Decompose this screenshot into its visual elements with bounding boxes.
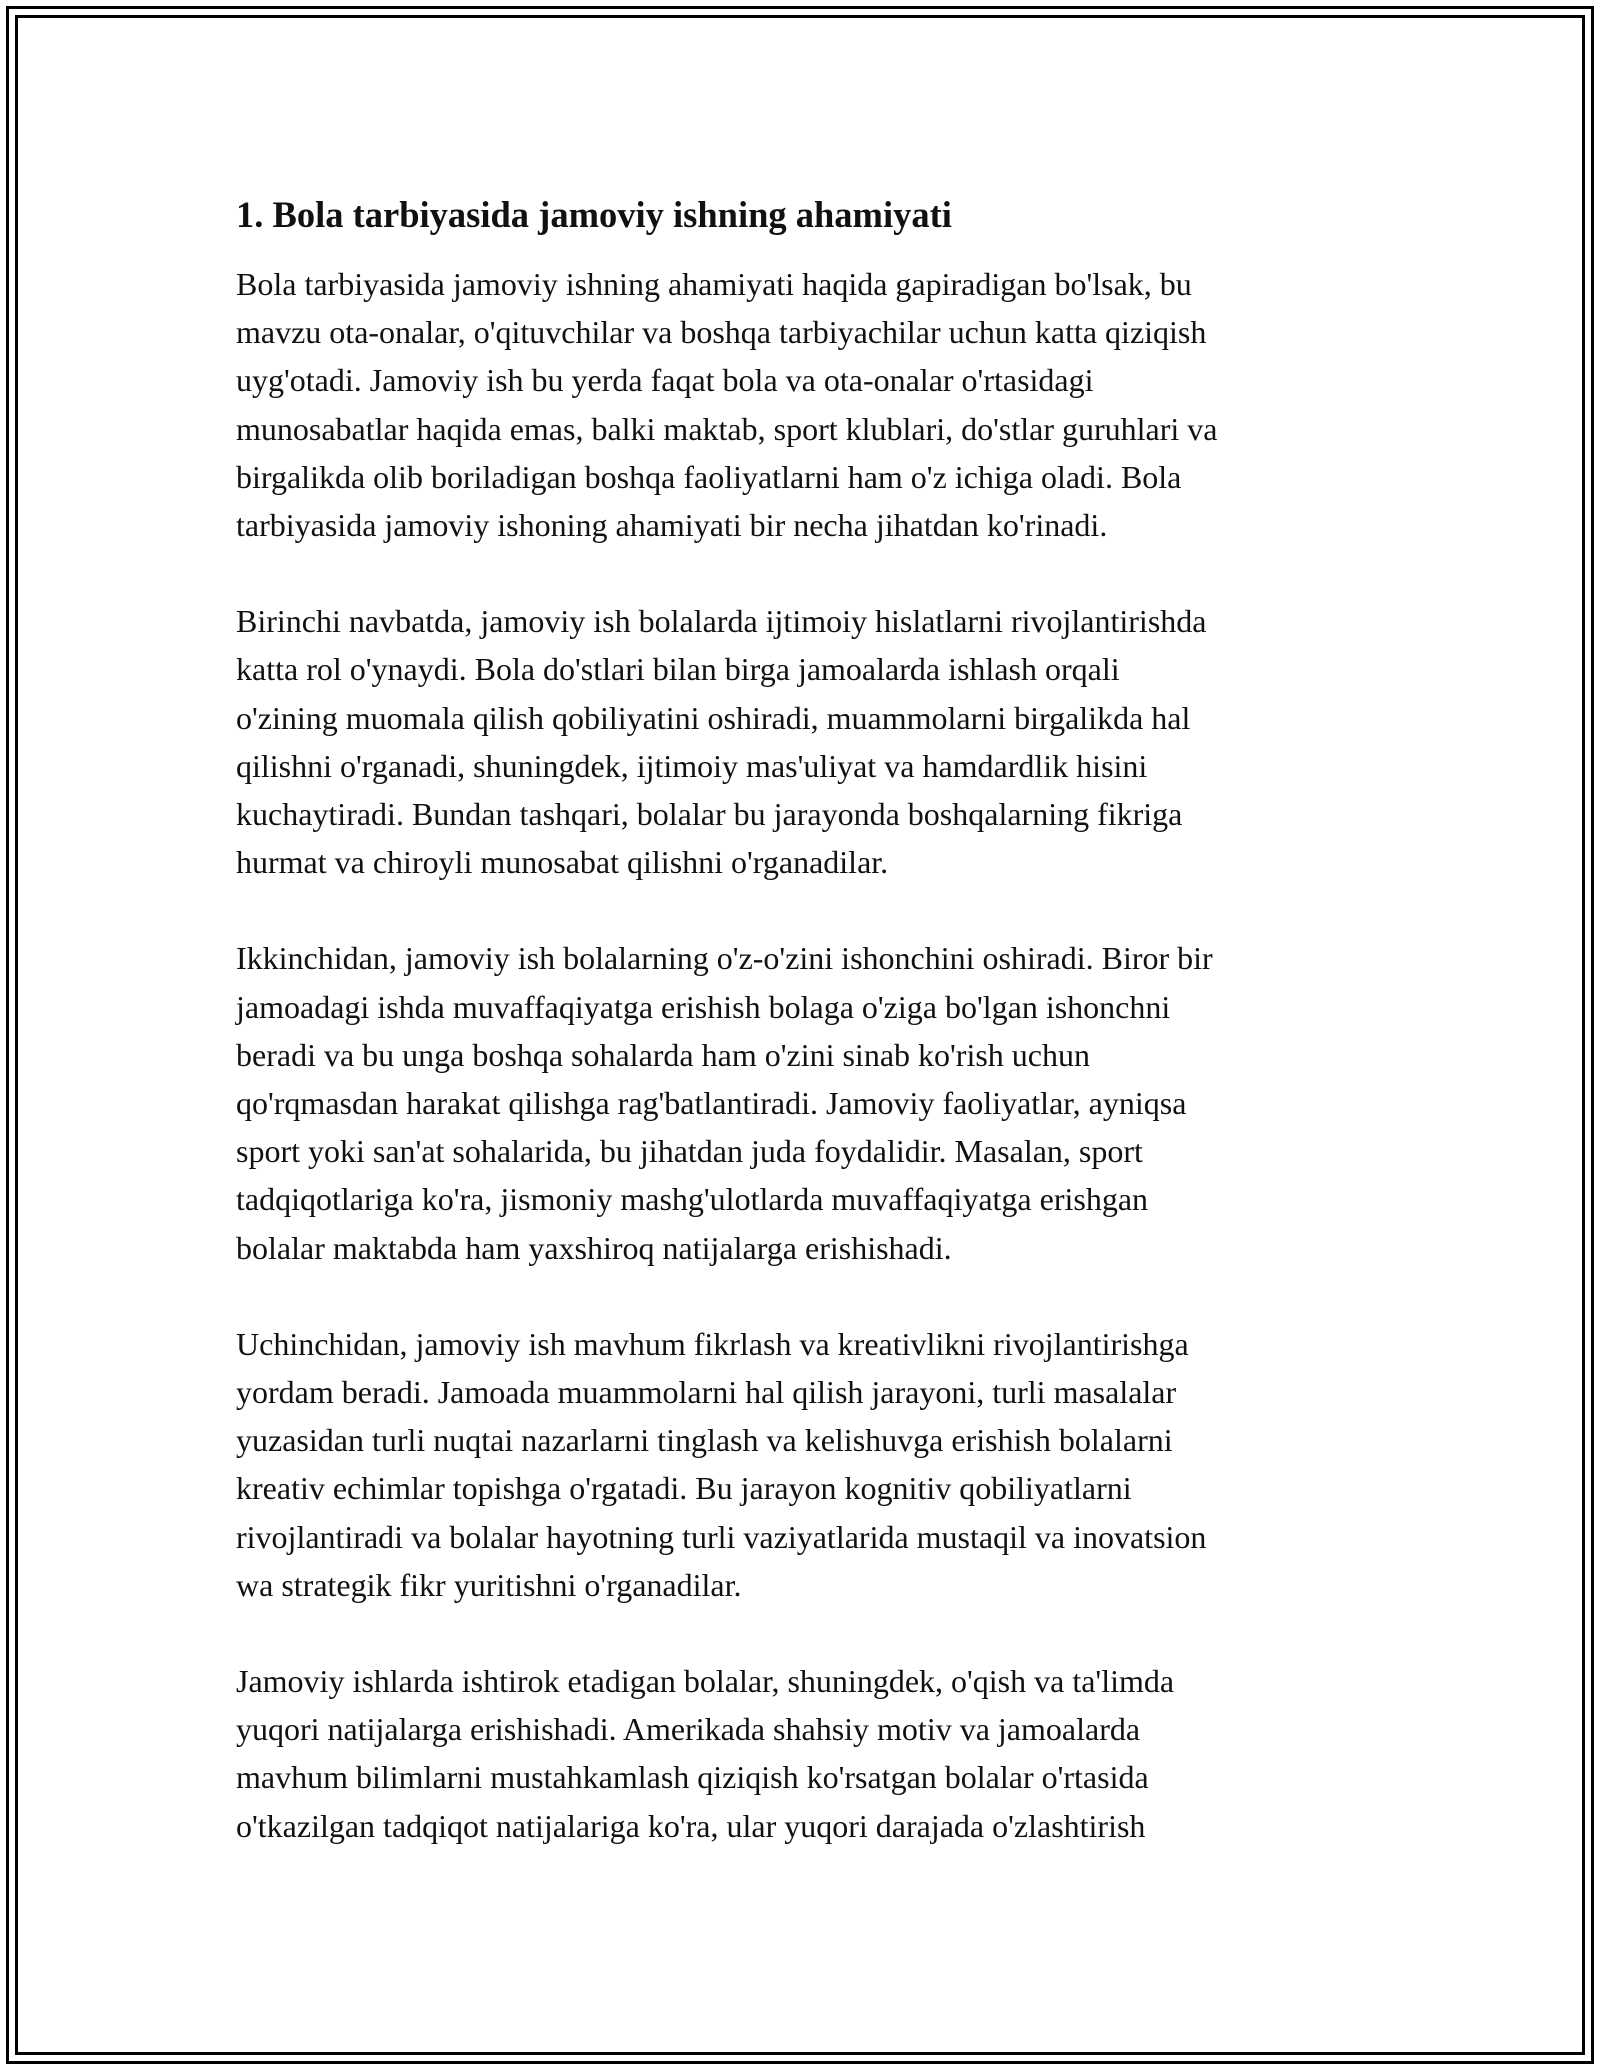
text-line: uyg'otadi. Jamoviy ish bu yerda faqat bola va ota-onalar o'rtasidagi <box>236 362 1094 399</box>
text-line: katta rol o'ynaydi. Bola do'stlari bilan birga jamoalarda ishlash orqali <box>236 651 1120 688</box>
paragraph-4 <box>236 1320 1366 1609</box>
text-line: yordam beradi. Jamoada muammolarni hal qilish jarayoni, turli masalalar <box>236 1374 1177 1411</box>
text-line: tadqiqotlariga ko'ra, jismoniy mashg'ulotlarda muvaffaqiyatga erishgan <box>236 1181 1149 1218</box>
document-heading: 1. Bola tarbiyasida jamoviy ishning ahamiyati <box>236 194 952 235</box>
text-line: wa strategik fikr yuritishni o'rganadilar. <box>236 1566 742 1603</box>
paragraph-1 <box>236 260 1366 549</box>
text-line: qo'rqmasdan harakat qilishga rag'batlantiradi. Jamoviy faoliyatlar, ayniqsa <box>236 1085 1187 1122</box>
document-body <box>236 188 1366 1898</box>
text-line: bolalar maktabda ham yaxshiroq natijalarga erishishadi. <box>236 1229 952 1266</box>
text-line: rivojlantiradi va bolalar hayotning turli vaziyatlarida mustaqil va inovatsion <box>236 1518 1207 1555</box>
text-line: yuzasidan turli nuqtai nazarlarni tinglash va kelishuvga erishish bolalarni <box>236 1422 1173 1459</box>
paragraph-5 <box>236 1657 1366 1850</box>
text-line: beradi va bu unga boshqa sohalarda ham o'zini sinab ko'rish uchun <box>236 1036 1090 1073</box>
text-line: o'zining muomala qilish qobiliyatini oshiradi, muammolarni birgalikda hal <box>236 699 1191 736</box>
text-line: jamoadagi ishda muvaffaqiyatga erishish bolaga o'ziga bo'lgan ishonchni <box>236 988 1171 1025</box>
text-line: munosabatlar haqida emas, balki maktab, sport klublari, do'stlar guruhlari va <box>236 410 1218 447</box>
paragraph-3 <box>236 934 1366 1271</box>
text-line: tarbiyasida jamoviy ishoning ahamiyati bir necha jihatdan ko'rinadi. <box>236 507 1108 544</box>
text-line: Ikkinchidan, jamoviy ish bolalarning o'z-o'zini ishonchini oshiradi. Biror bir <box>236 940 1213 977</box>
text-line: mavhum bilimlarni mustahkamlash qiziqish ko'rsatgan bolalar o'rtasida <box>236 1759 1149 1796</box>
text-line: qilishni o'rganadi, shuningdek, ijtimoiy mas'uliyat va hamdardlik hisini <box>236 747 1148 784</box>
paragraph-2 <box>236 597 1366 886</box>
text-line: sport yoki san'at sohalarida, bu jihatdan juda foydalidir. Masalan, sport <box>236 1133 1143 1170</box>
text-line: kreativ echimlar topishga o'rgatadi. Bu jarayon kognitiv qobiliyatlarni <box>236 1470 1132 1507</box>
text-line: o'tkazilgan tadqiqot natijalariga ko'ra, ular yuqori darajada o'zlashtirish <box>236 1807 1146 1844</box>
text-line: yuqori natijalarga erishishadi. Amerikada shahsiy motiv va jamoalarda <box>236 1711 1141 1748</box>
text-line: Uchinchidan, jamoviy ish mavhum fikrlash va kreativlikni rivojlantirishga <box>236 1325 1189 1362</box>
text-line: birgalikda olib boriladigan boshqa faoliyatlarni ham o'z ichiga oladi. Bola <box>236 458 1182 495</box>
text-line: Jamoviy ishlarda ishtirok etadigan bolalar, shuningdek, o'qish va ta'limda <box>236 1663 1175 1700</box>
text-line: hurmat va chiroyli munosabat qilishni o'rganadilar. <box>236 844 889 881</box>
text-line: Bola tarbiyasida jamoviy ishning ahamiyati haqida gapiradigan bo'lsak, bu <box>236 266 1192 302</box>
text-line: mavzu ota-onalar, o'qituvchilar va boshqa tarbiyachilar uchun katta qiziqish <box>236 314 1207 351</box>
text-line: Birinchi navbatda, jamoviy ish bolalarda ijtimoiy hislatlarni rivojlantirishda <box>236 603 1207 640</box>
text-line: kuchaytiradi. Bundan tashqari, bolalar bu jarayonda boshqalarning fikriga <box>236 796 1183 833</box>
